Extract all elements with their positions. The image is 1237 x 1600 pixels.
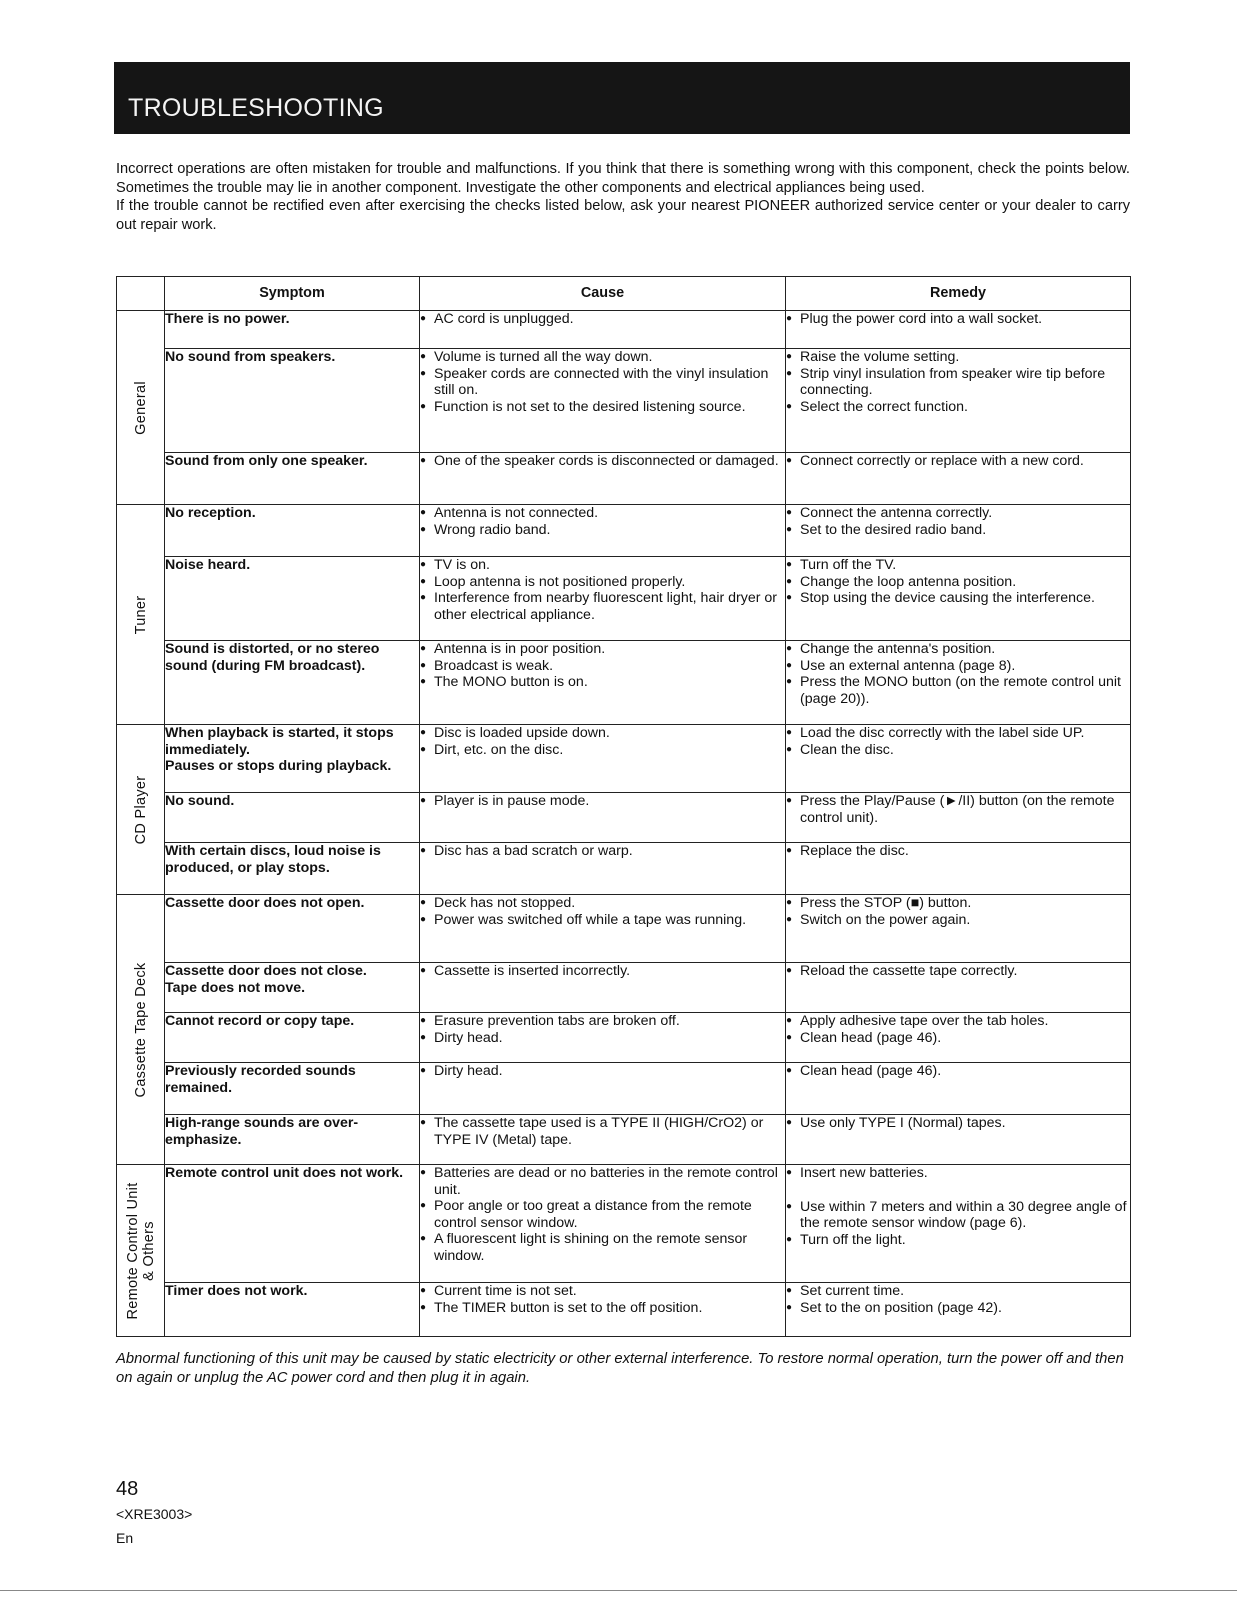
- remedy-cell: [786, 311, 1131, 349]
- cause-cell: [420, 1115, 786, 1165]
- bullet-item: ● Select the correct function.: [786, 399, 1130, 416]
- cause-cell: [420, 349, 786, 453]
- symptom-cell: [165, 1013, 420, 1063]
- table-row: [117, 1013, 1131, 1063]
- remedy-cell: [786, 963, 1131, 1013]
- symptom-cell: [165, 843, 420, 895]
- page-title: TROUBLESHOOTING: [128, 94, 384, 122]
- table-row: [117, 963, 1131, 1013]
- cause-cell: [420, 843, 786, 895]
- symptom-text: Remote control unit does not work.: [165, 1165, 404, 1181]
- footnote: Abnormal functioning of this unit may be caused by static electricity or other external interference. To restore normal operation, turn the power off and then on again or unplug the AC power cord and then plug it in again.: [116, 1351, 1124, 1386]
- remedy-cell: [786, 349, 1131, 453]
- symptom-text: Pauses or stops during playback.: [165, 758, 392, 775]
- table-row: [117, 311, 1131, 349]
- bullet-item: ● Antenna is in poor position.: [420, 641, 785, 658]
- cause-cell: [420, 963, 786, 1013]
- bullet-item: ● Volume is turned all the way down.: [420, 349, 785, 366]
- bullet-item: ● Speaker cords are connected with the vinyl insulation still on.: [420, 366, 785, 399]
- cause-cell: [420, 895, 786, 963]
- bullet-item: ● Use only TYPE I (Normal) tapes.: [786, 1115, 1130, 1132]
- bullet-item: ● Dirt, etc. on the disc.: [420, 742, 785, 759]
- bullet-item: ● Clean the disc.: [786, 742, 1130, 759]
- table-row: [117, 557, 1131, 641]
- category-label: Tuner: [132, 595, 149, 634]
- symptom-text: Tape does not move.: [165, 979, 306, 996]
- symptom-cell: [165, 505, 420, 557]
- cause-cell: [420, 641, 786, 725]
- bullet-item: ● Cassette is inserted incorrectly.: [420, 963, 785, 980]
- cause-cell: [420, 1165, 786, 1283]
- troubleshooting-table: [116, 276, 1131, 1337]
- bullet-item: ● Connect the antenna correctly.: [786, 505, 1130, 522]
- bullet-item: ● Loop antenna is not positioned properly.: [420, 574, 785, 591]
- category-cell: [117, 1165, 165, 1337]
- remedy-cell: [786, 895, 1131, 963]
- category-cell: [117, 311, 165, 505]
- bullet-item: ● Load the disc correctly with the label side UP.: [786, 725, 1130, 742]
- bullet-item: ● Change the loop antenna position.: [786, 574, 1130, 591]
- category-cell: [117, 895, 165, 1165]
- bullet-item: ● AC cord is unplugged.: [420, 311, 785, 328]
- remedy-cell: [786, 505, 1131, 557]
- bullet-item: ● Disc is loaded upside down.: [420, 725, 785, 742]
- symptom-cell: [165, 1115, 420, 1165]
- bullet-item: ● Deck has not stopped.: [420, 895, 785, 912]
- symptom-text: No sound from speakers.: [165, 349, 336, 365]
- table-header-row: [117, 277, 1131, 311]
- bullet-item: ● Batteries are dead or no batteries in the remote control unit.: [420, 1165, 785, 1198]
- bullet-item: ● Stop using the device causing the interference.: [786, 590, 1130, 607]
- cause-cell: [420, 1013, 786, 1063]
- table-row: [117, 793, 1131, 843]
- bullet-item: ● Plug the power cord into a wall socket.: [786, 311, 1130, 328]
- table-body: [117, 311, 1131, 1337]
- bullet-item: ● Current time is not set.: [420, 1283, 785, 1300]
- table-row: [117, 895, 1131, 963]
- symptom-text: High-range sounds are over-emphasize.: [165, 1115, 359, 1148]
- symptom-cell: [165, 793, 420, 843]
- bullet-item: ● Apply adhesive tape over the tab holes.: [786, 1013, 1130, 1030]
- category-cell: [117, 725, 165, 895]
- bullet-item: ● Press the Play/Pause (►/II) button (on the remote control unit).: [786, 793, 1130, 826]
- table-row: [117, 1063, 1131, 1115]
- category-label: Remote Control Unit & Others: [124, 1181, 157, 1320]
- bullet-item: ● Clean head (page 46).: [786, 1030, 1130, 1047]
- remedy-cell: [786, 725, 1131, 793]
- bullet-item: ● Function is not set to the desired listening source.: [420, 399, 785, 416]
- bullet-item: ● Insert new batteries.: [786, 1165, 1130, 1182]
- symptom-text: Timer does not work.: [165, 1283, 308, 1299]
- model-code: <XRE3003>: [116, 1506, 193, 1522]
- cause-header: Cause: [420, 277, 786, 311]
- symptom-text: Cannot record or copy tape.: [165, 1013, 355, 1029]
- bullet-item: ● Power was switched off while a tape was running.: [420, 912, 785, 929]
- cause-cell: [420, 505, 786, 557]
- symptom-cell: [165, 557, 420, 641]
- bullet-item: ● Antenna is not connected.: [420, 505, 785, 522]
- bullet-item: ● Wrong radio band.: [420, 522, 785, 539]
- bullet-item: ● Broadcast is weak.: [420, 658, 785, 675]
- intro-paragraph-1: Incorrect operations are often mistaken for trouble and malfunctions. If you think that there is something wrong with this component, check the points below. Sometimes the trouble may lie in another component. Investigate the other components and electrical appliances being used.: [116, 161, 1130, 196]
- remedy-cell: [786, 793, 1131, 843]
- bullet-item: ● Use an external antenna (page 8).: [786, 658, 1130, 675]
- cause-cell: [420, 557, 786, 641]
- table-row: [117, 641, 1131, 725]
- bottom-rule: [0, 1590, 1237, 1591]
- symptom-text: Noise heard.: [165, 557, 251, 573]
- remedy-cell: [786, 453, 1131, 505]
- bullet-item: ● Player is in pause mode.: [420, 793, 785, 810]
- symptom-cell: [165, 311, 420, 349]
- remedy-cell: [786, 557, 1131, 641]
- table-row: [117, 1283, 1131, 1337]
- bullet-item: ● Connect correctly or replace with a new cord.: [786, 453, 1130, 470]
- symptom-header: Symptom: [165, 277, 420, 311]
- category-cell: [117, 505, 165, 725]
- category-label: CD Player: [132, 775, 149, 844]
- bullet-item: ● Set to the desired radio band.: [786, 522, 1130, 539]
- symptom-text: No reception.: [165, 505, 256, 521]
- bullet-item: ● Use within 7 meters and within a 30 degree angle of the remote sensor window (page 6).: [786, 1199, 1130, 1232]
- remedy-cell: [786, 1115, 1131, 1165]
- category-label: Cassette Tape Deck: [132, 962, 149, 1097]
- symptom-text: With certain discs, loud noise is produced, or play stops.: [165, 843, 381, 876]
- bullet-item: ● Set to the on position (page 42).: [786, 1300, 1130, 1317]
- symptom-text: When playback is started, it stops immediately.: [165, 725, 394, 758]
- bullet-item: ● Switch on the power again.: [786, 912, 1130, 929]
- bullet-item: ● Raise the volume setting.: [786, 349, 1130, 366]
- bullet-item: ● Clean head (page 46).: [786, 1063, 1130, 1080]
- symptom-text: Sound is distorted, or no stereo sound (during FM broadcast).: [165, 641, 380, 674]
- bullet-item: ● Poor angle or too great a distance from the remote control sensor window.: [420, 1198, 785, 1231]
- category-label: General: [132, 380, 149, 435]
- language-code: En: [116, 1530, 134, 1546]
- cause-cell: [420, 311, 786, 349]
- cause-cell: [420, 1063, 786, 1115]
- bullet-item: ● Press the MONO button (on the remote control unit (page 20)).: [786, 674, 1130, 707]
- page-number: 48: [116, 1478, 139, 1500]
- symptom-text: Cassette door does not close.: [165, 963, 367, 979]
- bullet-item: ● TV is on.: [420, 557, 785, 574]
- bullet-item: ● The MONO button is on.: [420, 674, 785, 691]
- remedy-cell: [786, 843, 1131, 895]
- bullet-item: ● Press the STOP (■) button.: [786, 895, 1130, 912]
- symptom-cell: [165, 1283, 420, 1337]
- header-blank-cell: [117, 277, 165, 311]
- symptom-text: Sound from only one speaker.: [165, 453, 368, 469]
- table-row: [117, 1165, 1131, 1283]
- symptom-text: Cassette door does not open.: [165, 895, 365, 911]
- symptom-cell: [165, 1165, 420, 1283]
- remedy-cell: [786, 1283, 1131, 1337]
- table-row: [117, 725, 1131, 793]
- bullet-item: ● Reload the cassette tape correctly.: [786, 963, 1130, 980]
- bullet-item: ● Interference from nearby fluorescent light, hair dryer or other electrical appliance.: [420, 590, 785, 623]
- bullet-item: ● Change the antenna's position.: [786, 641, 1130, 658]
- symptom-text: Previously recorded sounds remained.: [165, 1063, 356, 1096]
- header-banner: [114, 62, 1130, 134]
- symptom-cell: [165, 963, 420, 1013]
- symptom-cell: [165, 349, 420, 453]
- symptom-cell: [165, 641, 420, 725]
- bullet-item: ● Turn off the light.: [786, 1232, 1130, 1249]
- bullet-item: ● The cassette tape used is a TYPE II (HIGH/CrO2) or TYPE IV (Metal) tape.: [420, 1115, 785, 1148]
- table-row: [117, 453, 1131, 505]
- symptom-text: There is no power.: [165, 311, 290, 327]
- bullet-item: ● Dirty head.: [420, 1063, 785, 1080]
- table-row: [117, 1115, 1131, 1165]
- bullet-item: ● Set current time.: [786, 1283, 1130, 1300]
- bullet-item: ● Turn off the TV.: [786, 557, 1130, 574]
- remedy-cell: [786, 1063, 1131, 1115]
- bullet-item: ● Erasure prevention tabs are broken off.: [420, 1013, 785, 1030]
- bullet-item: ● The TIMER button is set to the off position.: [420, 1300, 785, 1317]
- bullet-item: ● Dirty head.: [420, 1030, 785, 1047]
- table-row: [117, 505, 1131, 557]
- bullet-item: ● Strip vinyl insulation from speaker wire tip before connecting.: [786, 366, 1130, 399]
- cause-cell: [420, 793, 786, 843]
- symptom-text: No sound.: [165, 793, 235, 809]
- remedy-header: Remedy: [786, 277, 1131, 311]
- intro-paragraph-2: If the trouble cannot be rectified even after exercising the checks listed below, ask your nearest PIONEER authorized service center or your dealer to carry out repair work.: [116, 198, 1130, 233]
- bullet-item: ● One of the speaker cords is disconnected or damaged.: [420, 453, 785, 470]
- remedy-cell: [786, 1165, 1131, 1283]
- bullet-item: ● Disc has a bad scratch or warp.: [420, 843, 785, 860]
- symptom-cell: [165, 1063, 420, 1115]
- symptom-cell: [165, 725, 420, 793]
- symptom-cell: [165, 895, 420, 963]
- cause-cell: [420, 453, 786, 505]
- table-row: [117, 843, 1131, 895]
- remedy-cell: [786, 1013, 1131, 1063]
- bullet-item: ● Replace the disc.: [786, 843, 1130, 860]
- remedy-cell: [786, 641, 1131, 725]
- table-row: [117, 349, 1131, 453]
- bullet-item: ● A fluorescent light is shining on the remote sensor window.: [420, 1231, 785, 1264]
- cause-cell: [420, 1283, 786, 1337]
- symptom-cell: [165, 453, 420, 505]
- intro-text: [116, 160, 1130, 234]
- cause-cell: [420, 725, 786, 793]
